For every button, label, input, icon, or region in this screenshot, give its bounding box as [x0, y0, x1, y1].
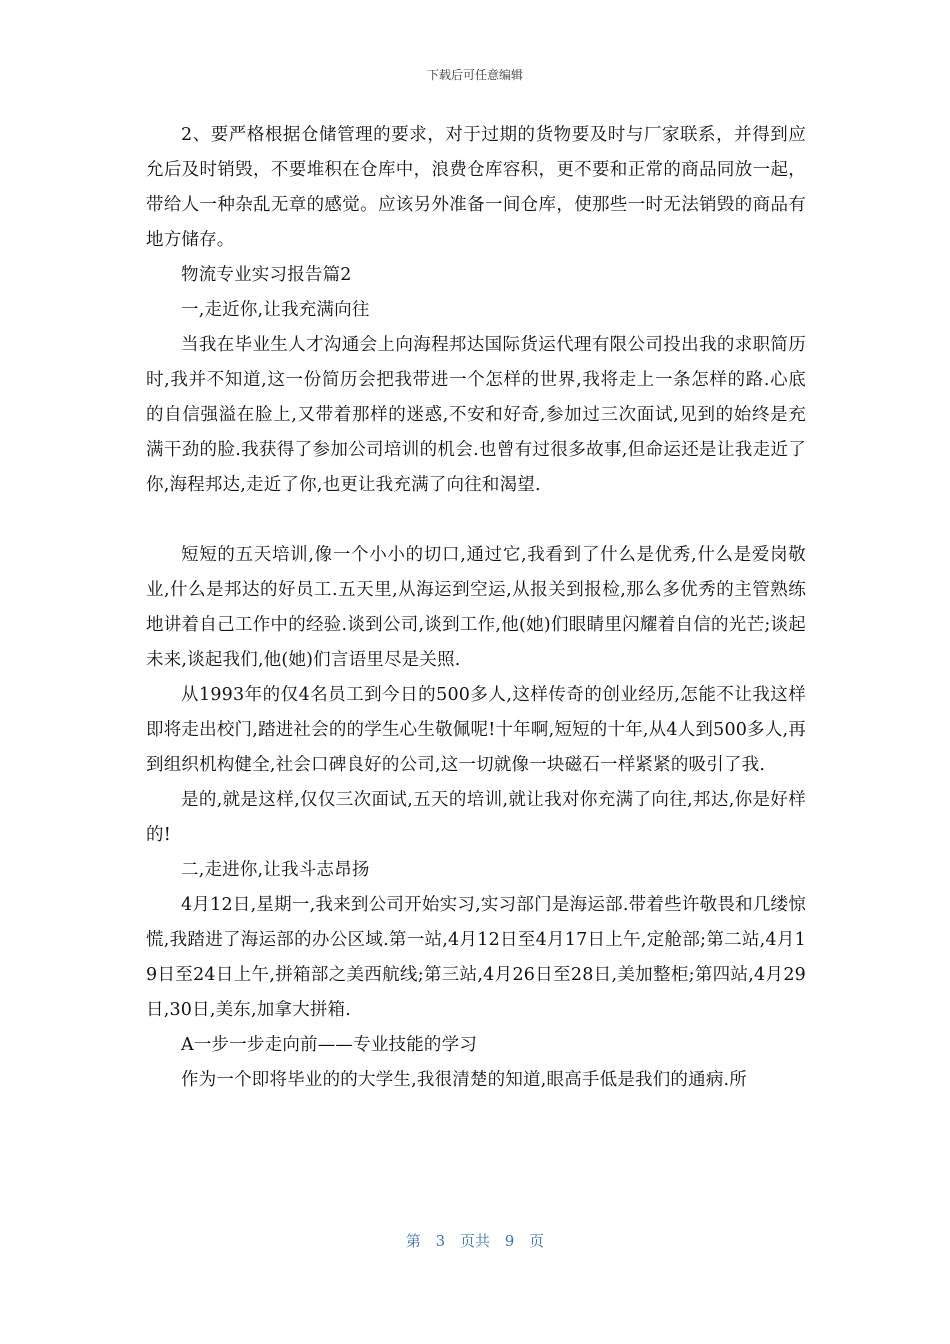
heading-subsection-a: A一步一步走向前——专业技能的学习 [181, 1035, 478, 1055]
page-number: 第 3 页共 9 页 [405, 1232, 545, 1250]
heading-part-one: 一,走近你,让我充满向往 [181, 300, 370, 320]
paragraph-self-reflection: 作为一个即将毕业的的大学生,我很清楚的知道,眼高手低是我们的通病.所 [181, 1070, 747, 1090]
paragraph-conclusion-one: 是的,就是这样,仅仅三次面试,五天的培训,就让我对你充满了向往,邦达,你是好样的! [146, 790, 806, 845]
document-body [146, 118, 806, 1098]
paragraph-job-application: 当我在毕业生人才沟通会上向海程邦达国际货运代理有限公司投出我的求职简历时,我并不知道,这一份简历会把我带进一个怎样的世界,我将走上一条怎样的路.心底的自信强溢在脸上,又带着那样的迷惑,不安和好奇,参加过三次面试,见到的始终是充满干劲的脸.我获得了参加公司培训的机会.也曾有过很多故事,但命运还是让我走近了你,海程邦达,走近了你,也更让我充满了向往和渴望. [146, 335, 806, 495]
paragraph-company-history: 从1993年的仅4名员工到今日的500多人,这样传奇的创业经历,怎能不让我这样即将走出校门,踏进社会的的学生心生敬佩呢!十年啊,短短的十年,从4人到500多人,再到组织机构健全,社会口碑良好的公司,这一切就像一块磁石一样紧紧的吸引了我. [146, 685, 806, 775]
paragraph-storage-rule: 2、要严格根据仓储管理的要求，对于过期的货物要及时与厂家联系，并得到应允后及时销毁，不要堆积在仓库中，浪费仓库容积，更不要和正常的商品同放一起，带给人一种杂乱无章的感觉。应该另外准备一间仓库，使那些一时无法销毁的商品有地方储存。 [146, 125, 806, 250]
paragraph-internship-schedule: 4月12日,星期一,我来到公司开始实习,实习部门是海运部.带着些许敬畏和几缕惊慌,我踏进了海运部的办公区域.第一站,4月12日至4月17日上午,定舱部;第二站,4月19日至24日上午,拼箱部之美西航线;第三站,4月26日至28日,美加整柜;第四站,4月29日,30日,美东,加拿大拼箱. [146, 895, 806, 1020]
section-title-report-2: 物流专业实习报告篇2 [181, 265, 352, 285]
page-header: 下载后可任意编辑 [426, 68, 523, 82]
paragraph-training: 短短的五天培训,像一个小小的切口,通过它,我看到了什么是优秀,什么是爱岗敬业,什么是邦达的好员工.五天里,从海运到空运,从报关到报检,那么多优秀的主管熟练地讲着自己工作中的经验.谈到公司,谈到工作,他(她)们眼睛里闪耀着自信的光芒;谈起未来,谈起我们,他(她)们言语里尽是关照. [146, 545, 806, 670]
heading-part-two: 二,走进你,让我斗志昂扬 [181, 860, 370, 880]
